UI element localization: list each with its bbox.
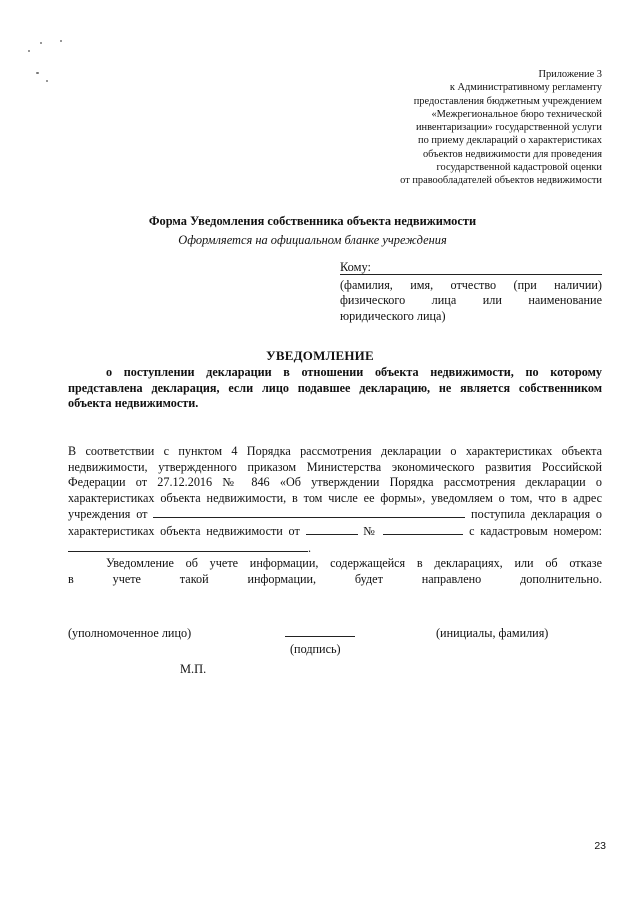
notice-title: УВЕДОМЛЕНИЕ	[266, 348, 374, 363]
body-line: В соответствии с пунктом 4 Порядка рассмотрения декларации о характеристиках объекта	[68, 444, 602, 458]
body-line	[68, 506, 602, 523]
signature-line[interactable]	[285, 636, 355, 637]
form-subtitle	[0, 233, 640, 248]
form-title	[0, 214, 640, 229]
recipient-note-line: физического лица или наименование	[340, 293, 602, 308]
body-line	[68, 523, 602, 540]
cadastral-number-field[interactable]	[68, 540, 308, 552]
body-line: Уведомление об учете информации, содержащейся в декларациях, или об отказе	[106, 556, 602, 571]
scan-speck	[46, 80, 48, 82]
appendix-line: «Межрегиональное бюро технической	[431, 108, 602, 120]
appendix-line: от правообладателей объектов недвижимости	[400, 175, 602, 187]
recipient-label: Кому:	[340, 260, 371, 274]
notice-subtitle-line: о поступлении декларации в отношении объекта недвижимости, по которому	[106, 365, 602, 379]
appendix-line: к Административному регламенту	[449, 82, 602, 94]
recipient-note-line: (фамилия, имя, отчество (при наличии)	[340, 278, 602, 292]
scan-speck	[40, 42, 42, 44]
appendix-line: по приему деклараций о характеристиках	[418, 135, 602, 147]
body-text: .	[308, 540, 312, 555]
body-line	[68, 540, 602, 557]
form-title-text: Форма Уведомления собственника объекта недвижимости	[148, 214, 477, 228]
signature-label: (подпись)	[290, 642, 341, 656]
recipient-note-line: юридического лица)	[340, 308, 446, 323]
notice-subtitle	[68, 365, 602, 412]
body-text: №	[363, 523, 378, 538]
stamp-label: М.П.	[180, 662, 207, 676]
appendix-line: Приложение 3	[538, 69, 602, 80]
body-text: поступила декларация о	[471, 507, 603, 522]
scan-speck	[60, 40, 62, 42]
notice-subtitle-line: объекта недвижимости.	[68, 396, 199, 411]
appendix-line: государственной кадастровой оценки	[436, 162, 602, 174]
recipient-underline	[340, 274, 602, 275]
notice-subtitle-line: представлена декларация, если лицо подавшее декларацию, не является собственником	[68, 380, 602, 395]
body-text: характеристиках объекта недвижимости от	[68, 523, 300, 538]
notice-body	[68, 444, 602, 587]
body-line: характеристиках объекта недвижимости, в том числе ее формы», уведомляем о том, что в адрес	[68, 490, 602, 505]
appendix-line: инвентаризации» государственной услуги	[415, 122, 602, 134]
appendix-line: предоставления бюджетным учреждением	[413, 95, 602, 107]
body-line: Федерации от 27.12.2016 № 846 «Об утверждении Порядка рассмотрения декларации о	[68, 475, 602, 490]
appendix-line: объектов недвижимости для проведения	[422, 148, 602, 160]
appendix-block	[362, 68, 602, 188]
official-label: (уполномоченное лицо)	[68, 626, 192, 640]
body-text: учреждения от	[68, 507, 148, 522]
body-line: недвижимости, утвержденного приказом Министерства экономического развития Российской	[68, 459, 602, 474]
date-blank-field[interactable]	[153, 506, 465, 518]
scan-speck	[28, 50, 30, 52]
declaration-number-field[interactable]	[383, 523, 463, 535]
body-text: с кадастровым номером:	[469, 523, 603, 538]
page-number: 23	[594, 840, 606, 852]
declaration-date-field[interactable]	[306, 523, 358, 535]
recipient-note	[340, 278, 602, 324]
form-subtitle-text: Оформляется на официальном бланке учреждения	[178, 233, 447, 247]
initials-label: (инициалы, фамилия)	[436, 626, 549, 640]
body-line: в учете такой информации, будет направлено дополнительно.	[68, 571, 602, 586]
scan-speck	[36, 72, 39, 74]
